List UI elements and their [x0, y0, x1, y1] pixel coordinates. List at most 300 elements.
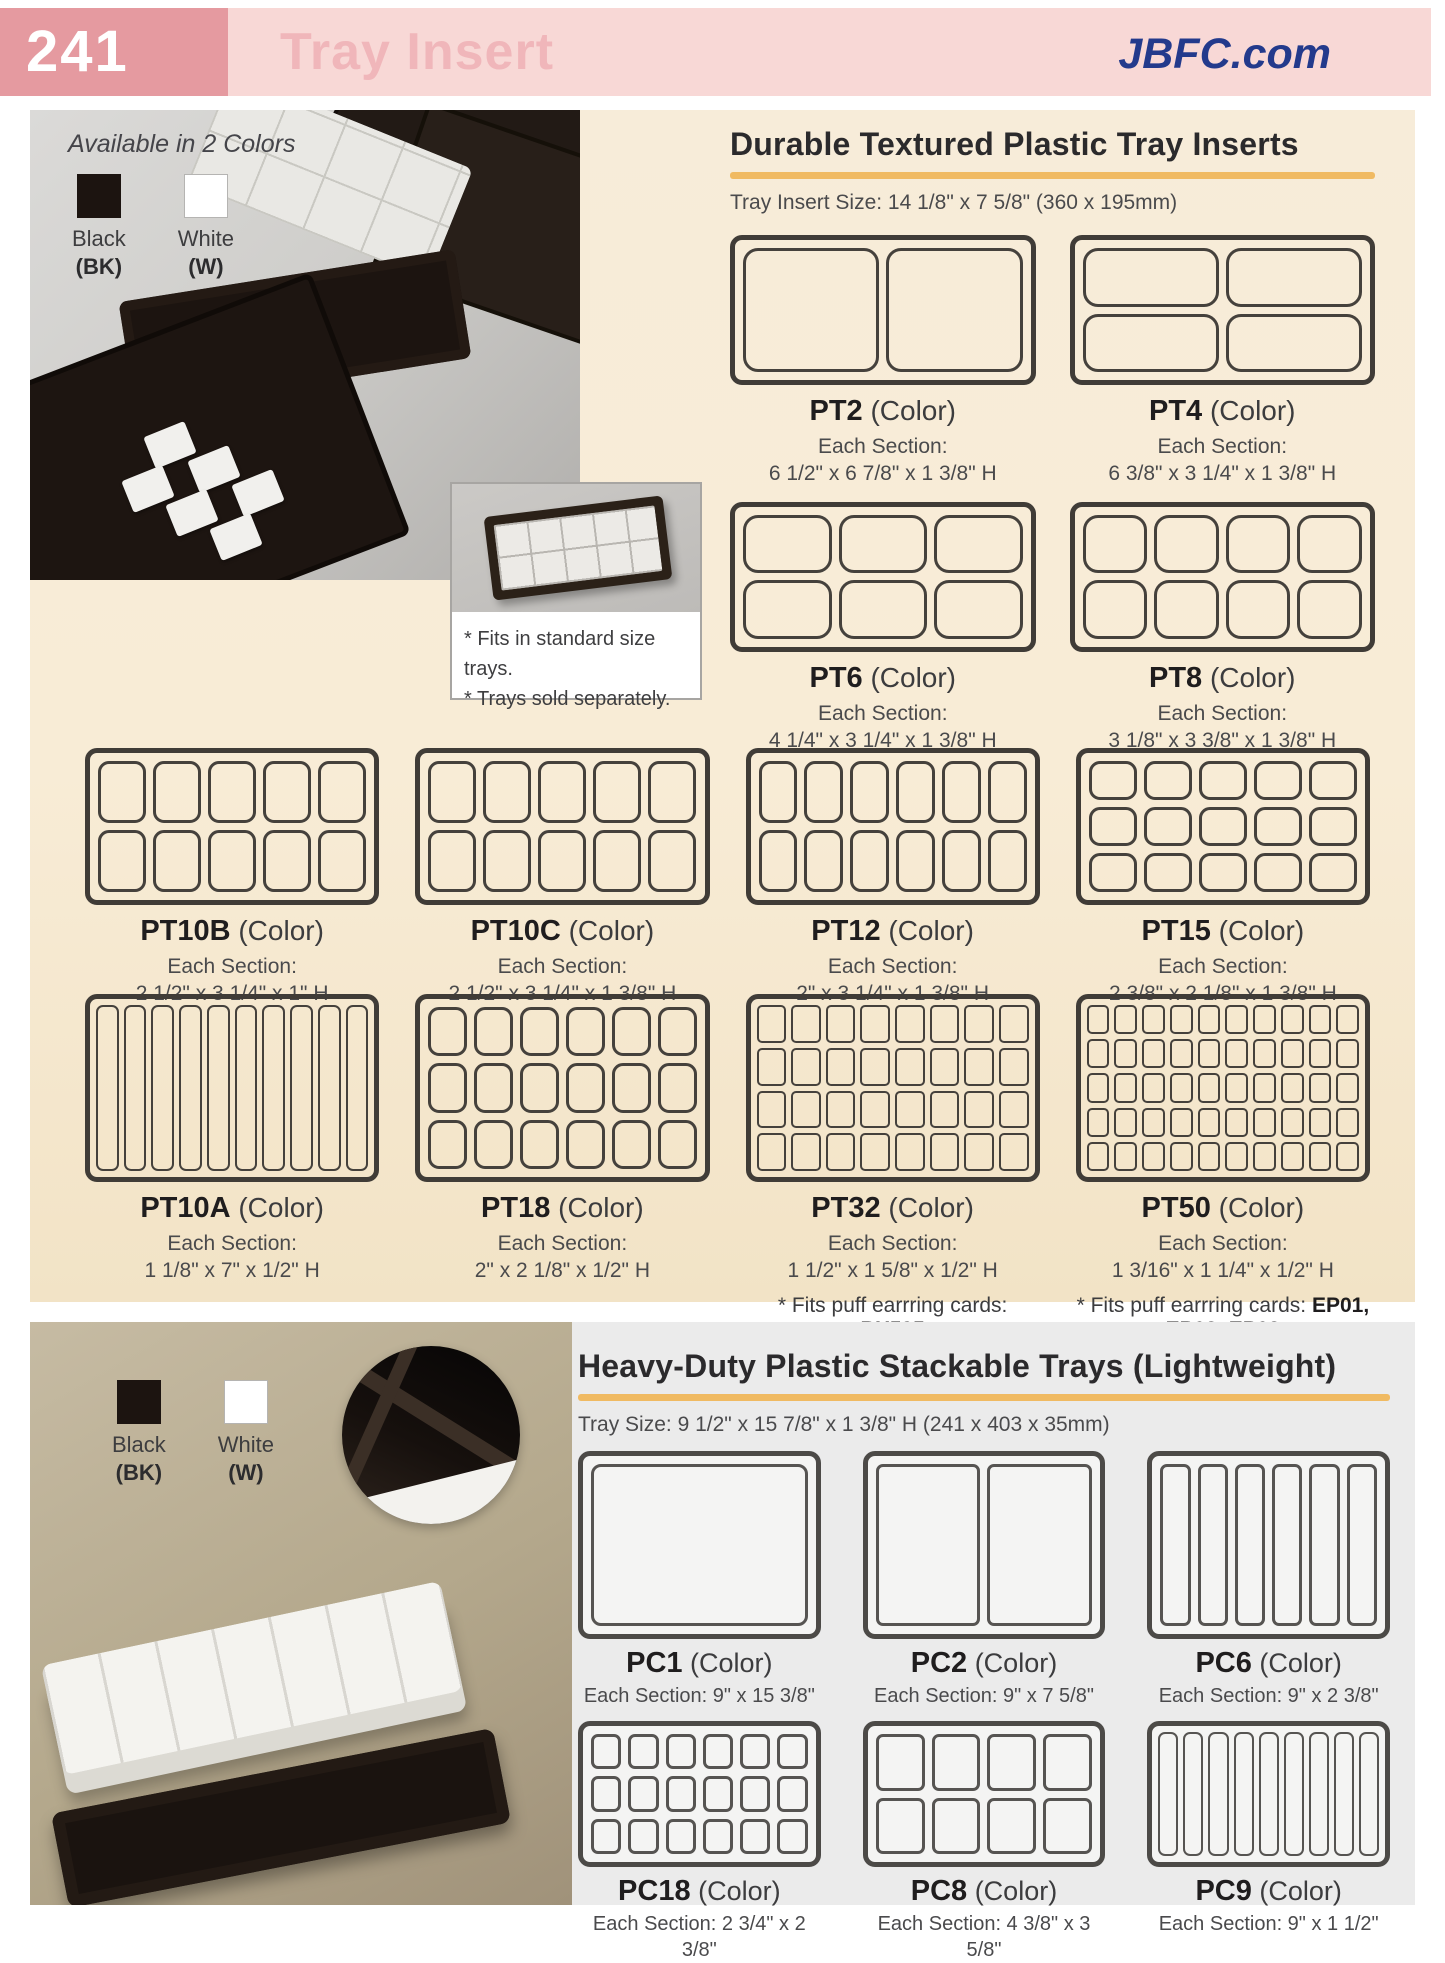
tray-section-cell [1170, 1073, 1193, 1102]
swatch-label: White [177, 226, 235, 251]
tray-section-cell [520, 1063, 559, 1112]
tray-section-cell [1253, 1142, 1276, 1171]
tray-section-cell [999, 1091, 1029, 1129]
card-codes: EP01, [1311, 1293, 1370, 1317]
tray-section-cell [1114, 1039, 1137, 1068]
tray-section-cell [612, 1120, 651, 1169]
tray-section-cell [1114, 1108, 1137, 1137]
tray-section-cell [1253, 1039, 1276, 1068]
tray-section-cell [151, 1005, 174, 1171]
tray-section-cell [566, 1063, 605, 1112]
tray-section-cell [850, 761, 889, 823]
product-code-line: PT18 (Color) [481, 1192, 644, 1224]
product-pt2 [730, 235, 1036, 488]
tray-section-cell [1142, 1039, 1165, 1068]
tray-section-cell [666, 1734, 696, 1769]
product-code-line: PT8 (Color) [1148, 661, 1296, 694]
title-underline [578, 1394, 1390, 1401]
swatch-label: White [217, 1432, 275, 1457]
tray-section-cell [759, 830, 798, 892]
tray-section-cell [791, 1091, 821, 1129]
tray-section-cell [1142, 1142, 1165, 1171]
product-code-line: PT50 (Color) [1141, 1192, 1305, 1224]
each-section-label: Each Section: [497, 1232, 628, 1255]
tray-section-cell [235, 1005, 258, 1171]
tray-section-cell [290, 1005, 313, 1171]
tray-section-cell [777, 1819, 807, 1854]
tray-section-cell [777, 1776, 807, 1811]
product-code-line: PT15 (Color) [1141, 915, 1305, 947]
tray-section-cell [895, 1091, 925, 1129]
tray-section-cell [759, 761, 798, 823]
tray-section-cell [1170, 1039, 1193, 1068]
tray-section-cell [1281, 1039, 1304, 1068]
tray-diagram-pt15 [1076, 748, 1370, 905]
product-pc9 [1147, 1721, 1390, 1963]
swatch-chip [117, 1380, 161, 1424]
tray-section-cell [896, 830, 935, 892]
product-row-2 [578, 1721, 1390, 1963]
tray-section-cell [777, 1734, 807, 1769]
tray-section-cell [628, 1819, 658, 1854]
product-code: PT10B [140, 915, 231, 947]
tray-section-cell [1158, 1732, 1178, 1856]
section-dimensions: 1 3/16" x 1 1/4" x 1/2" H [1111, 1259, 1334, 1283]
each-section-label: Each Section: [817, 701, 948, 725]
tray-section-cell [932, 1734, 981, 1791]
tray-section-cell [1142, 1073, 1165, 1102]
product-code: PT32 [811, 1192, 881, 1224]
tray-diagram-pt12 [746, 748, 1040, 905]
page-title: Tray Insert [280, 23, 555, 81]
tray-section-cell [964, 1091, 994, 1129]
tray-section-cell [826, 1048, 856, 1086]
tray-section-cell [648, 761, 696, 823]
tray-section-cell [648, 830, 696, 892]
product-code: PC8 [910, 1875, 968, 1907]
each-section-label: Each Section: [827, 955, 958, 978]
product-code: PT15 [1141, 915, 1211, 947]
swatch-chip [184, 174, 228, 218]
tray-section-cell [743, 515, 832, 574]
tray-section-cell [591, 1734, 621, 1769]
each-section-label: Each Section: [1157, 435, 1288, 458]
tray-diagram-pc6 [1147, 1451, 1390, 1639]
product-code: PC1 [626, 1647, 683, 1679]
product-code-line: PC2 (Color) [910, 1647, 1058, 1679]
product-code: PC9 [1195, 1875, 1252, 1907]
tray-section-cell [999, 1005, 1029, 1043]
tray-section-cell [208, 830, 256, 892]
tray-section-cell [1198, 1039, 1221, 1068]
each-section-label: Each Section: [1158, 955, 1288, 978]
tray-section-cell [1083, 580, 1148, 639]
color-swatches [112, 1380, 274, 1486]
tray-section-cell [1309, 807, 1357, 846]
tray-section-cell [1114, 1005, 1137, 1034]
product-pt12 [746, 748, 1040, 1008]
tray-section-cell [1254, 807, 1302, 846]
tray-section-cell [208, 761, 256, 823]
tray-section-cell [207, 1005, 230, 1171]
each-section-label: Each Section: [497, 955, 628, 978]
tray-section-cell [1142, 1108, 1165, 1137]
tray-section-cell [1198, 1142, 1221, 1171]
tray-section-cell [850, 830, 889, 892]
product-code-line: PT4 (Color) [1148, 395, 1296, 427]
product-code-line: PC8 (Color) [910, 1875, 1058, 1907]
tray-diagram-pt18 [415, 994, 709, 1182]
tray-diagram-pt10c [415, 748, 709, 905]
tray-section-cell [1198, 1464, 1228, 1626]
product-pt18 [415, 994, 709, 1342]
site-logo: JBFC.com [1118, 30, 1331, 78]
tray-diagram-pt50 [1076, 994, 1370, 1182]
each-section-label: Each Section: [817, 435, 948, 458]
tray-section-cell [791, 1133, 821, 1171]
section-dimensions: 1 1/8" x 7" x 1/2" H [144, 1259, 320, 1283]
tray-section-cell [999, 1133, 1029, 1171]
product-code-line: PC18 (Color) [618, 1875, 781, 1907]
tray-section-cell [1114, 1142, 1137, 1171]
tray-section-cell [520, 1120, 559, 1169]
tray-diagram-pt8 [1070, 502, 1376, 652]
product-code: PT12 [811, 915, 881, 947]
page-number: 241 [26, 19, 129, 84]
tray-section-cell [628, 1734, 658, 1769]
product-row-2 [85, 748, 1370, 1008]
section-stackable-trays [30, 1322, 1415, 1961]
swatch-label: Black [112, 1432, 166, 1457]
inset-tray-illustration [484, 495, 673, 600]
section-dimensions: 4 1/4" x 3 1/4" x 1 3/8" H [768, 728, 997, 752]
tray-section-cell [1083, 248, 1219, 307]
product-pc18 [578, 1721, 821, 1963]
tray-section-cell [1281, 1073, 1304, 1102]
tray-section-cell [1170, 1108, 1193, 1137]
product-code: PT10A [140, 1192, 231, 1224]
product-row-1 [730, 235, 1375, 754]
tray-section-cell [1336, 1039, 1359, 1068]
tray-section-cell [876, 1464, 981, 1626]
tray-section-cell [153, 830, 201, 892]
tray-section-cell [1144, 807, 1192, 846]
inset-caption-line: * Fits in standard size trays. [464, 628, 656, 680]
color-swatch-black [72, 174, 126, 280]
tray-section-cell [591, 1464, 808, 1626]
tray-section-cell [538, 830, 586, 892]
tray-section-cell [1154, 580, 1219, 639]
product-pt10b [85, 748, 379, 1008]
product-code-line: PC9 (Color) [1195, 1875, 1342, 1907]
section-dimensions: 3 1/8" x 3 3/8" x 1 3/8" H [1108, 728, 1337, 752]
tray-section-cell [1281, 1005, 1304, 1034]
color-swatch-white [178, 174, 234, 280]
tray-section-cell [1089, 761, 1137, 800]
tray-section-cell [987, 1734, 1036, 1791]
page-header [0, 8, 1431, 96]
tray-section-cell [658, 1007, 697, 1056]
product-code: PT6 [809, 661, 863, 694]
product-pc6 [1147, 1451, 1390, 1709]
product-code: PC6 [1195, 1647, 1252, 1679]
each-section-label: Each Section: [1157, 701, 1288, 725]
tray-section-cell [1225, 1142, 1248, 1171]
product-code: PT2 [809, 395, 863, 427]
tray-section-cell [1309, 1039, 1332, 1068]
tray-section-cell [263, 830, 311, 892]
color-swatch-white [218, 1380, 274, 1486]
section-dimensions: 2 1/2" x 3 1/4" x 1" H [135, 982, 329, 1006]
tray-section-cell [1336, 1108, 1359, 1137]
tray-section-cell [1087, 1039, 1110, 1068]
tray-section-cell [1336, 1142, 1359, 1171]
each-section-label: Each Section: [827, 1232, 958, 1255]
tray-section-cell [886, 248, 1022, 372]
tray-section-cell [98, 830, 146, 892]
tray-section-cell [791, 1005, 821, 1043]
tray-section-cell [1043, 1734, 1092, 1791]
tray-section-cell [988, 761, 1027, 823]
swatch-label: Black [72, 226, 126, 251]
tray-section-cell [743, 248, 879, 372]
tray-section-cell [757, 1133, 787, 1171]
tray-section-cell [1254, 761, 1302, 800]
tray-section-cell [1281, 1108, 1304, 1137]
tray-section-cell [1336, 1073, 1359, 1102]
tray-section-cell [988, 830, 1027, 892]
photo-zoom-circle [342, 1346, 520, 1524]
section1-title: Durable Textured Plastic Tray Inserts [730, 126, 1299, 162]
product-row-3 [85, 994, 1370, 1342]
tray-section-cell [1226, 515, 1291, 574]
tray-section-cell [1309, 1108, 1332, 1137]
tray-section-cell [1160, 1464, 1190, 1626]
tray-section-cell [1347, 1464, 1377, 1626]
tray-diagram-pt4 [1070, 235, 1376, 385]
swatch-code: (BK) [115, 1460, 163, 1485]
product-code-line: PT12 (Color) [811, 915, 974, 947]
tray-section-cell [1253, 1005, 1276, 1034]
tray-section-cell [1154, 515, 1219, 574]
tray-section-cell [666, 1819, 696, 1854]
product-pt10a [85, 994, 379, 1342]
tray-section-cell [428, 761, 476, 823]
tray-section-cell [593, 830, 641, 892]
section-dimensions: 2 1/2" x 3 1/4" x 1 3/8" H [448, 982, 677, 1006]
product-pt15 [1076, 748, 1370, 1008]
tray-section-cell [895, 1133, 925, 1171]
tray-diagram-pc1 [578, 1451, 821, 1639]
tray-section-cell [1087, 1108, 1110, 1137]
tray-section-cell [860, 1133, 890, 1171]
product-code: PT4 [1148, 395, 1203, 427]
tray-section-cell [740, 1734, 770, 1769]
tray-section-cell [826, 1133, 856, 1171]
tray-section-cell [703, 1734, 733, 1769]
tray-section-cell [1083, 515, 1148, 574]
product-pt50 [1076, 994, 1370, 1342]
tray-section-cell [804, 830, 843, 892]
tray-section-cell [860, 1005, 890, 1043]
tray-section-cell [346, 1005, 369, 1171]
tray-section-cell [1114, 1073, 1137, 1102]
swatch-chip [224, 1380, 268, 1424]
fits-cards-footnote: * Fits puff earrring cards: EP01, [1076, 1294, 1370, 1342]
tray-section-cell [428, 1120, 467, 1169]
tray-diagram-pc8 [863, 1721, 1106, 1867]
product-code: PT8 [1148, 661, 1203, 694]
tray-section-cell [930, 1048, 960, 1086]
product-pc8 [863, 1721, 1106, 1963]
tray-section-cell [612, 1007, 651, 1056]
tray-section-cell [1170, 1005, 1193, 1034]
product-code: PT18 [481, 1192, 551, 1224]
tray-section-cell [1225, 1108, 1248, 1137]
tray-section-cell [520, 1007, 559, 1056]
fits-cards-footnote: * Fits puff earrring cards: [746, 1294, 1040, 1342]
tray-section-cell [1309, 1464, 1339, 1626]
product-code: PC2 [910, 1647, 968, 1679]
section-dimensions: 2" x 3 1/4" x 1 3/8" H [796, 982, 990, 1006]
tray-section-cell [483, 761, 531, 823]
tray-section-cell [791, 1048, 821, 1086]
tray-section-cell [826, 1091, 856, 1129]
tray-section-cell [1336, 1005, 1359, 1034]
product-pt6 [730, 502, 1036, 755]
tray-section-cell [1235, 1464, 1265, 1626]
tray-section-cell [1144, 761, 1192, 800]
tray-section-cell [999, 1048, 1029, 1086]
each-section-line: Each Section: 9" x 1 1/2" [1158, 1913, 1379, 1935]
tray-section-cell [1272, 1464, 1302, 1626]
product-pt32 [746, 994, 1040, 1342]
product-code: PT10C [470, 915, 561, 947]
section2-content [578, 1348, 1390, 1963]
tray-section-cell [860, 1091, 890, 1129]
inset-caption-line: * Trays sold separately. [464, 688, 671, 710]
each-section-line: Each Section: 4 3/8" x 3 5/8" [877, 1913, 1091, 1961]
tray-section-cell [740, 1819, 770, 1854]
tray-section-cell [1199, 807, 1247, 846]
section-dimensions: 6 3/8" x 3 1/4" x 1 3/8" H [1108, 462, 1337, 486]
product-code-line: PT10A (Color) [140, 1192, 324, 1224]
tray-section-cell [804, 761, 843, 823]
product-pt10c [415, 748, 709, 1008]
product-code-line: PT10C (Color) [470, 915, 655, 947]
tray-section-cell [1309, 1005, 1332, 1034]
tray-section-cell [474, 1120, 513, 1169]
tray-section-cell [1359, 1732, 1379, 1856]
tray-section-cell [964, 1048, 994, 1086]
tray-section-cell [934, 515, 1023, 574]
tray-section-cell [428, 830, 476, 892]
tray-section-cell [1334, 1732, 1354, 1856]
product-pt8 [1070, 502, 1376, 755]
each-section-line: Each Section: 9" x 2 3/8" [1158, 1685, 1379, 1707]
tray-section-cell [942, 761, 981, 823]
section-dimensions: 2" x 2 1/8" x 1/2" H [474, 1259, 651, 1283]
tray-section-cell [1309, 1732, 1329, 1856]
tray-section-cell [1226, 314, 1362, 373]
tray-section-cell [591, 1819, 621, 1854]
inset-note-box [450, 482, 702, 710]
swatch-code: (W) [228, 1460, 264, 1485]
color-swatches [72, 174, 234, 280]
tray-section-cell [839, 515, 928, 574]
tray-section-cell [566, 1007, 605, 1056]
tray-section-cell [98, 761, 146, 823]
tray-section-cell [1089, 853, 1137, 892]
section-dimensions: 6 1/2" x 6 7/8" x 1 3/8" H [768, 462, 997, 486]
product-code-line: PC1 (Color) [626, 1647, 773, 1679]
tray-section-cell [703, 1776, 733, 1811]
tray-section-cell [658, 1063, 697, 1112]
each-section-line: Each Section: 9" x 15 3/8" [583, 1685, 815, 1707]
tray-section-cell [1309, 1073, 1332, 1102]
tray-section-cell [1208, 1732, 1228, 1856]
section1-size-note: Tray Insert Size: 14 1/8" x 7 5/8" (360 x 195mm) [730, 191, 1178, 214]
tray-section-cell [1142, 1005, 1165, 1034]
tray-diagram-pc2 [863, 1451, 1106, 1639]
tray-diagram-pt10a [85, 994, 379, 1182]
tray-section-cell [860, 1048, 890, 1086]
product-code-line: PT6 (Color) [809, 661, 957, 694]
tray-diagram-pt6 [730, 502, 1036, 652]
product-pc1 [578, 1451, 821, 1709]
tray-section-cell [1087, 1005, 1110, 1034]
tray-section-cell [1254, 853, 1302, 892]
tray-section-cell [743, 580, 832, 639]
inset-photo [452, 484, 700, 612]
tray-section-cell [1183, 1732, 1203, 1856]
tray-section-cell [930, 1005, 960, 1043]
tray-section-cell [1225, 1005, 1248, 1034]
each-section-label: Each Section: [1158, 1232, 1288, 1255]
tray-section-cell [895, 1048, 925, 1086]
tray-section-cell [964, 1133, 994, 1171]
tray-section-cell [839, 580, 928, 639]
tray-section-cell [428, 1007, 467, 1056]
tray-section-cell [428, 1063, 467, 1112]
tray-section-cell [703, 1819, 733, 1854]
product-code-line: PC6 (Color) [1195, 1647, 1342, 1679]
each-section-label: Each Section: [167, 1232, 297, 1255]
tray-section-cell [1225, 1039, 1248, 1068]
section-dimensions: 2 3/8" x 2 1/8" x 1 3/8" H [1108, 982, 1337, 1006]
product-photo-stackable-trays [30, 1322, 572, 1905]
section-tray-inserts [30, 110, 1415, 1317]
tray-section-cell [930, 1091, 960, 1129]
product-code-line: PT10B (Color) [140, 915, 324, 947]
tray-section-cell [1281, 1142, 1304, 1171]
tray-section-cell [1253, 1073, 1276, 1102]
swatch-chip [77, 174, 121, 218]
tray-section-cell [895, 1005, 925, 1043]
tray-section-cell [318, 830, 366, 892]
tray-diagram-pt32 [746, 994, 1040, 1182]
tray-section-cell [1225, 1073, 1248, 1102]
tray-diagram-pt10b [85, 748, 379, 905]
tray-section-cell [1284, 1732, 1304, 1856]
product-code-line: PT2 (Color) [809, 395, 957, 427]
tray-diagram-pc18 [578, 1721, 821, 1867]
tray-section-cell [1199, 853, 1247, 892]
tray-section-cell [757, 1005, 787, 1043]
tray-section-cell [666, 1776, 696, 1811]
tray-section-cell [1297, 515, 1362, 574]
tray-section-cell [1297, 580, 1362, 639]
